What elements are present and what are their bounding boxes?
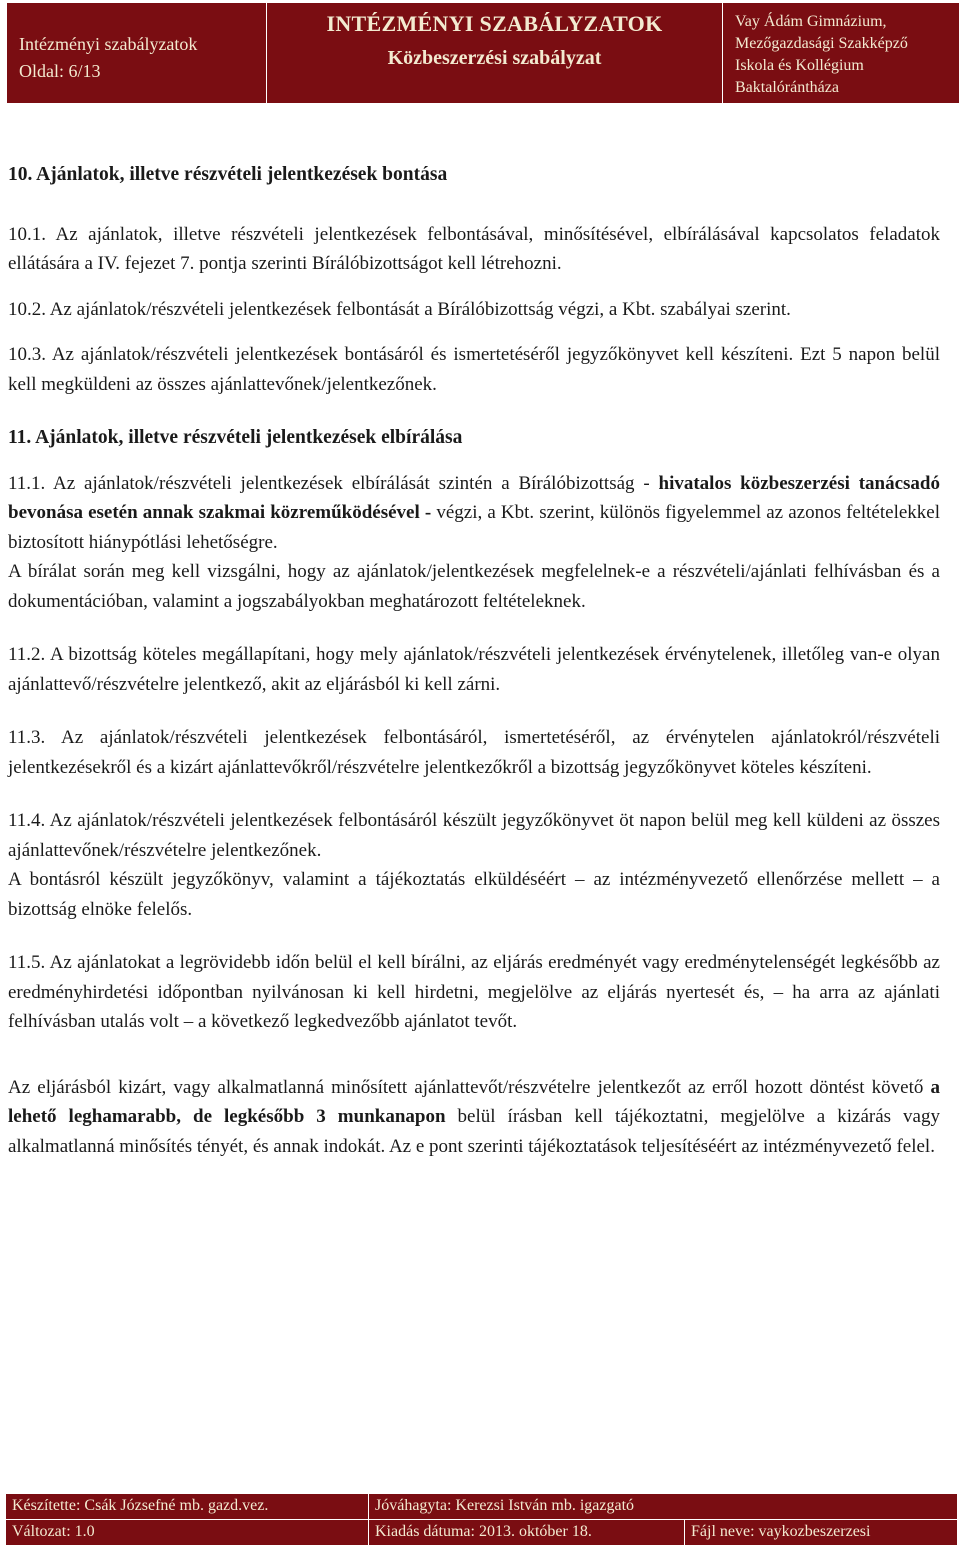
paragraph-11-4: 11.4. Az ajánlatok/részvételi jelentkezések felbontásáról készült jegyzőkönyvet öt napon belül meg kell küldeni az összes ajánlattevőnek/részvételre jelentkezőnek. [8, 810, 940, 861]
footer-file-name: Fájl neve: vaykozbeszerzesi [685, 1520, 958, 1546]
page-footer [6, 1494, 958, 1546]
header-title-cell [267, 3, 723, 103]
footer-row [6, 1494, 958, 1520]
footer-approved-by: Jóváhagyta: Kerezsi István mb. igazgató [369, 1494, 958, 1520]
paragraph-11-1-text-end: végzi, a Kbt. szerint, különös figyelemmel az azonos feltételekkel biztosított hiánypótlási lehetőségre. [8, 502, 940, 553]
header-subtitle: Közbeszerzési szabályzat [387, 47, 602, 69]
paragraph-11-3: 11.3. Az ajánlatok/részvételi jelentkezések felbontásáról, ismertetéséről, az érvénytelen ajánlatokról/részvételi jelentkezésekről és a kizárt ajánlattevőkről/részvételre jelentkezőkről a bizottság jegyzőkönyvet köteles készíteni. [8, 727, 940, 778]
footer-issue-date: Kiadás dátuma: 2013. október 18. [369, 1520, 685, 1546]
header-doc-category: Intézményi szabályzatok [19, 34, 198, 54]
header-institution-line: Mezőgazdasági Szakképző [735, 35, 908, 52]
paragraph-10-1: 10.1. Az ajánlatok, illetve részvételi jelentkezések felbontásával, minősítésével, elbírálásával kapcsolatos feladatok ellátására a IV. fejezet 7. pontja szerinti Bírálóbizottságot kell létrehozni. [8, 223, 940, 274]
section-heading-11: 11. Ajánlatok, illetve részvételi jelentkezések elbírálása [8, 427, 463, 448]
paragraph-10-2: 10.2. Az ajánlatok/részvételi jelentkezések felbontását a Bírálóbizottság végzi, a Kbt. szabályai szerint. [8, 298, 791, 320]
header-left-cell [7, 3, 267, 103]
header-title: INTÉZMÉNYI SZABÁLYZATOK [326, 11, 663, 36]
page-header [6, 2, 960, 104]
paragraph-11-1-text: 11.1. Az ajánlatok/részvételi jelentkezések elbírálását szintén a Bírálóbizottság - [8, 472, 659, 494]
paragraph-exclusion-notice [8, 1073, 940, 1162]
header-institution-line: Baktalórántháza [735, 79, 839, 96]
header-institution-line: Iskola és Kollégium [735, 57, 864, 74]
footer-prepared-by: Készítette: Csák Józsefné mb. gazd.vez. [6, 1494, 369, 1520]
footer-row [6, 1520, 958, 1546]
document-body [8, 160, 940, 1161]
header-page-number: Oldal: 6/13 [19, 61, 101, 81]
paragraph-exclusion-text-end: belül írásban kell tájékoztatni, megjelölve a kizárás vagy alkalmatlanná minősítés tényét, és annak indokát. Az e pont szerinti tájékoztatások teljesítéséért az intézményvezető felel. [8, 1106, 940, 1157]
paragraph-11-1-assessment: A bírálat során meg kell vizsgálni, hogy az ajánlatok/jelentkezések megfelelnek-e a részvételi/ajánlati felhívásban és a dokumentációban, valamint a jogszabályokban meghatározott feltételeknek. [8, 561, 940, 612]
header-institution-cell [723, 3, 959, 103]
section-heading-10: 10. Ajánlatok, illetve részvételi jelentkezések bontása [8, 164, 448, 185]
paragraph-10-3: 10.3. Az ajánlatok/részvételi jelentkezések bontásáról és ismertetéséről jegyzőkönyvet kell készíteni. Ezt 5 napon belül kell megküldeni az összes ajánlattevőnek/jelentkezőnek. [8, 344, 940, 395]
paragraph-exclusion-text: Az eljárásból kizárt, vagy alkalmatlanná minősített ajánlattevőt/részvételre jelentkezőt az erről hozott döntést követő [8, 1076, 931, 1098]
footer-version: Változat: 1.0 [6, 1520, 369, 1546]
paragraph-11-5: 11.5. Az ajánlatokat a legrövidebb időn belül el kell bírálni, az eljárás eredményét vagy eredménytelenségét legkésőbb az eredményhirdetési időpontban nyilvánosan ki kell hirdetni, megjelölve az eljárás nyertesét és, – ha arra az ajánlati felhívásban utalás volt – a következő legkedvezőbb ajánlatot tevőt. [8, 952, 940, 1032]
paragraph-11-4-responsibility: A bontásról készült jegyzőkönyv, valamint a tájékoztatás elküldéséért – az intézményvezető ellenőrzése mellett – a bizottság elnöke felelős. [8, 869, 940, 920]
paragraph-exclusion-bold: a lehető leghamarabb, de legkésőbb 3 munkanapon [8, 1076, 940, 1127]
paragraph-11-1-bold: hivatalos közbeszerzési tanácsadó bevonása esetén annak szakmai közreműködésével - [8, 472, 940, 523]
header-institution-line: Vay Ádám Gimnázium, [735, 13, 887, 30]
paragraph-11-1 [8, 469, 940, 558]
paragraph-11-2: 11.2. A bizottság köteles megállapítani, hogy mely ajánlatok/részvételi jelentkezések érvénytelenek, illetőleg van-e olyan ajánlattevő/részvételre jelentkező, akit az eljárásból ki kell zárni. [8, 644, 940, 695]
